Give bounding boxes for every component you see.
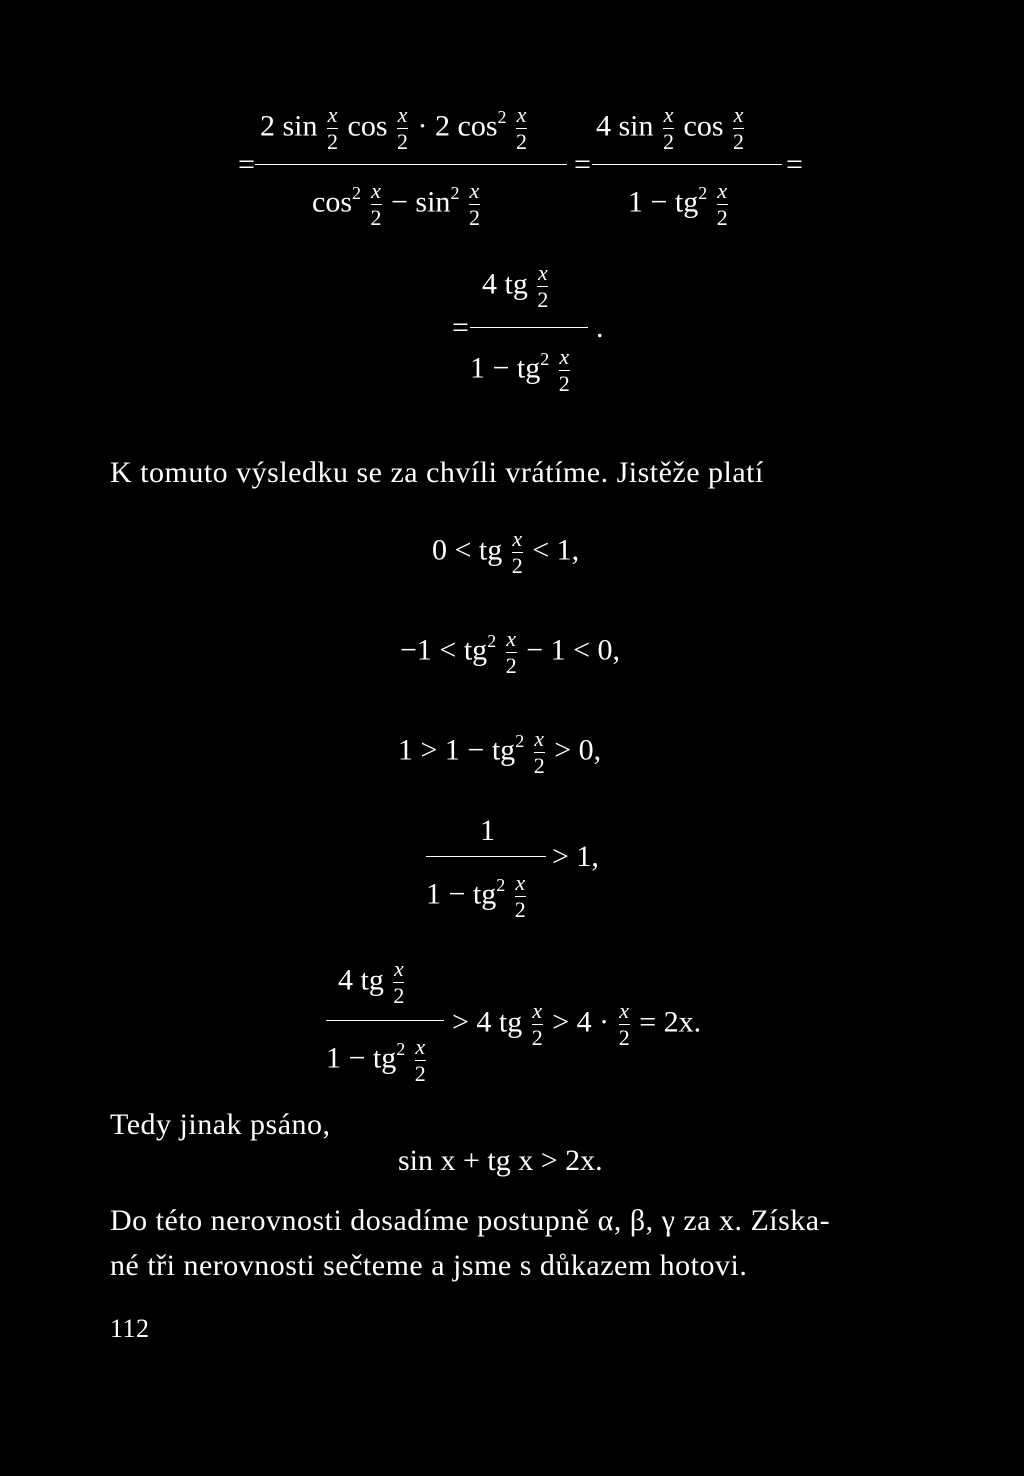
tg-term: 1 − tg bbox=[326, 1041, 397, 1075]
x-over-2: $\frac{x}{2}$ bbox=[733, 102, 745, 154]
x-over-2: $\frac{x}{2}$ bbox=[531, 998, 543, 1050]
term: 0 < tg bbox=[432, 533, 503, 567]
period: . bbox=[596, 311, 604, 344]
equals-sign: = bbox=[238, 148, 255, 181]
sin-term: − sin bbox=[391, 185, 451, 219]
cos-term: cos bbox=[683, 109, 724, 143]
cos-term: cos bbox=[312, 185, 352, 219]
x-over-2: $\frac{x}{2}$ bbox=[537, 260, 549, 312]
x-over-2: $\frac{x}{2}$ bbox=[370, 178, 382, 230]
x-over-2: $\frac{x}{2}$ bbox=[327, 102, 339, 154]
exponent: 2 bbox=[515, 731, 525, 752]
fraction-2-bar bbox=[592, 164, 782, 165]
fraction-3-numerator bbox=[482, 262, 550, 311]
x-over-2: $\frac{x}{2}$ bbox=[414, 1034, 426, 1086]
term: −1 < tg bbox=[400, 633, 488, 667]
term: − 1 < 0, bbox=[526, 633, 621, 667]
x-over-2: $\frac{x}{2}$ bbox=[533, 726, 545, 778]
paragraph-text-line-2: né tři nerovnosti sečteme a jsme s důkazem hotovi. bbox=[110, 1249, 748, 1282]
exponent: 2 bbox=[497, 107, 507, 128]
exponent: 2 bbox=[698, 183, 708, 204]
tg-term: 4 tg bbox=[482, 267, 528, 301]
term: > 4 · bbox=[552, 1005, 610, 1039]
x-over-2: $\frac{x}{2}$ bbox=[397, 102, 409, 154]
fraction-2-denominator bbox=[628, 180, 730, 229]
term: > 0, bbox=[554, 733, 602, 767]
equals-sign: = bbox=[574, 148, 591, 181]
exponent: 2 bbox=[450, 183, 460, 204]
inequality-line-3 bbox=[398, 728, 601, 777]
x-over-2: $\frac{x}{2}$ bbox=[618, 998, 630, 1050]
x-over-2: $\frac{x}{2}$ bbox=[505, 626, 517, 678]
tg-term: 4 tg bbox=[338, 963, 384, 997]
inequality-line-2 bbox=[400, 628, 620, 677]
inequality-line-4-rhs: > 1, bbox=[552, 840, 599, 873]
page-number: 112 bbox=[110, 1314, 150, 1343]
tg-term: 1 − tg bbox=[628, 185, 699, 219]
x-over-2: $\frac{x}{2}$ bbox=[511, 526, 523, 578]
fraction-3-bar bbox=[470, 327, 588, 328]
fraction-3-denominator bbox=[470, 346, 572, 395]
tg-term: 1 − tg bbox=[426, 877, 497, 911]
fraction-5-numerator bbox=[338, 958, 406, 1007]
exponent: 2 bbox=[496, 875, 506, 896]
x-over-2: $\frac{x}{2}$ bbox=[514, 870, 526, 922]
x-over-2: $\frac{x}{2}$ bbox=[716, 178, 728, 230]
exponent: 2 bbox=[540, 349, 550, 370]
equals-sign: = bbox=[786, 148, 803, 181]
exponent: 2 bbox=[487, 631, 497, 652]
x-over-2: $\frac{x}{2}$ bbox=[558, 344, 570, 396]
cos-squared-term: · 2 cos bbox=[417, 109, 498, 143]
term: > 4 tg bbox=[452, 1005, 523, 1039]
tg-term: 1 − tg bbox=[470, 351, 541, 385]
inequality-line-5-rhs bbox=[452, 1000, 701, 1049]
x-over-2: $\frac{x}{2}$ bbox=[663, 102, 675, 154]
fraction-4-bar bbox=[426, 856, 546, 857]
sin-term: 2 sin bbox=[260, 109, 318, 143]
term: 1 > 1 − tg bbox=[398, 733, 516, 767]
equals-sign: = bbox=[452, 311, 469, 344]
fraction-5-denominator bbox=[326, 1036, 428, 1085]
inequality-line-1 bbox=[432, 528, 579, 577]
exponent: 2 bbox=[352, 183, 361, 204]
fraction-1-bar bbox=[255, 164, 567, 165]
x-over-2: $\frac{x}{2}$ bbox=[393, 956, 405, 1008]
x-over-2: $\frac{x}{2}$ bbox=[468, 178, 480, 230]
sin-term: 4 sin bbox=[596, 109, 654, 143]
fraction-1-denominator bbox=[312, 180, 482, 229]
paragraph-text: K tomuto výsledku se za chvíli vrátíme. Jistěže platí bbox=[110, 456, 764, 489]
fraction-4-denominator bbox=[426, 872, 528, 921]
term: = 2x. bbox=[639, 1005, 702, 1039]
paragraph-text: Tedy jinak psáno, bbox=[110, 1108, 331, 1141]
x-over-2: $\frac{x}{2}$ bbox=[516, 102, 527, 154]
final-inequality: sin x + tg x > 2x. bbox=[398, 1144, 603, 1177]
term: < 1, bbox=[532, 533, 580, 567]
paragraph-text-line-1: Do této nerovnosti dosadíme postupně α, β, γ za x. Získa- bbox=[110, 1204, 831, 1237]
fraction-4-numerator: 1 bbox=[480, 814, 495, 847]
fraction-1-numerator bbox=[260, 104, 529, 153]
cos-term: cos bbox=[347, 109, 388, 143]
fraction-5-bar bbox=[326, 1020, 444, 1021]
fraction-2-numerator bbox=[596, 104, 746, 153]
exponent: 2 bbox=[396, 1039, 406, 1060]
